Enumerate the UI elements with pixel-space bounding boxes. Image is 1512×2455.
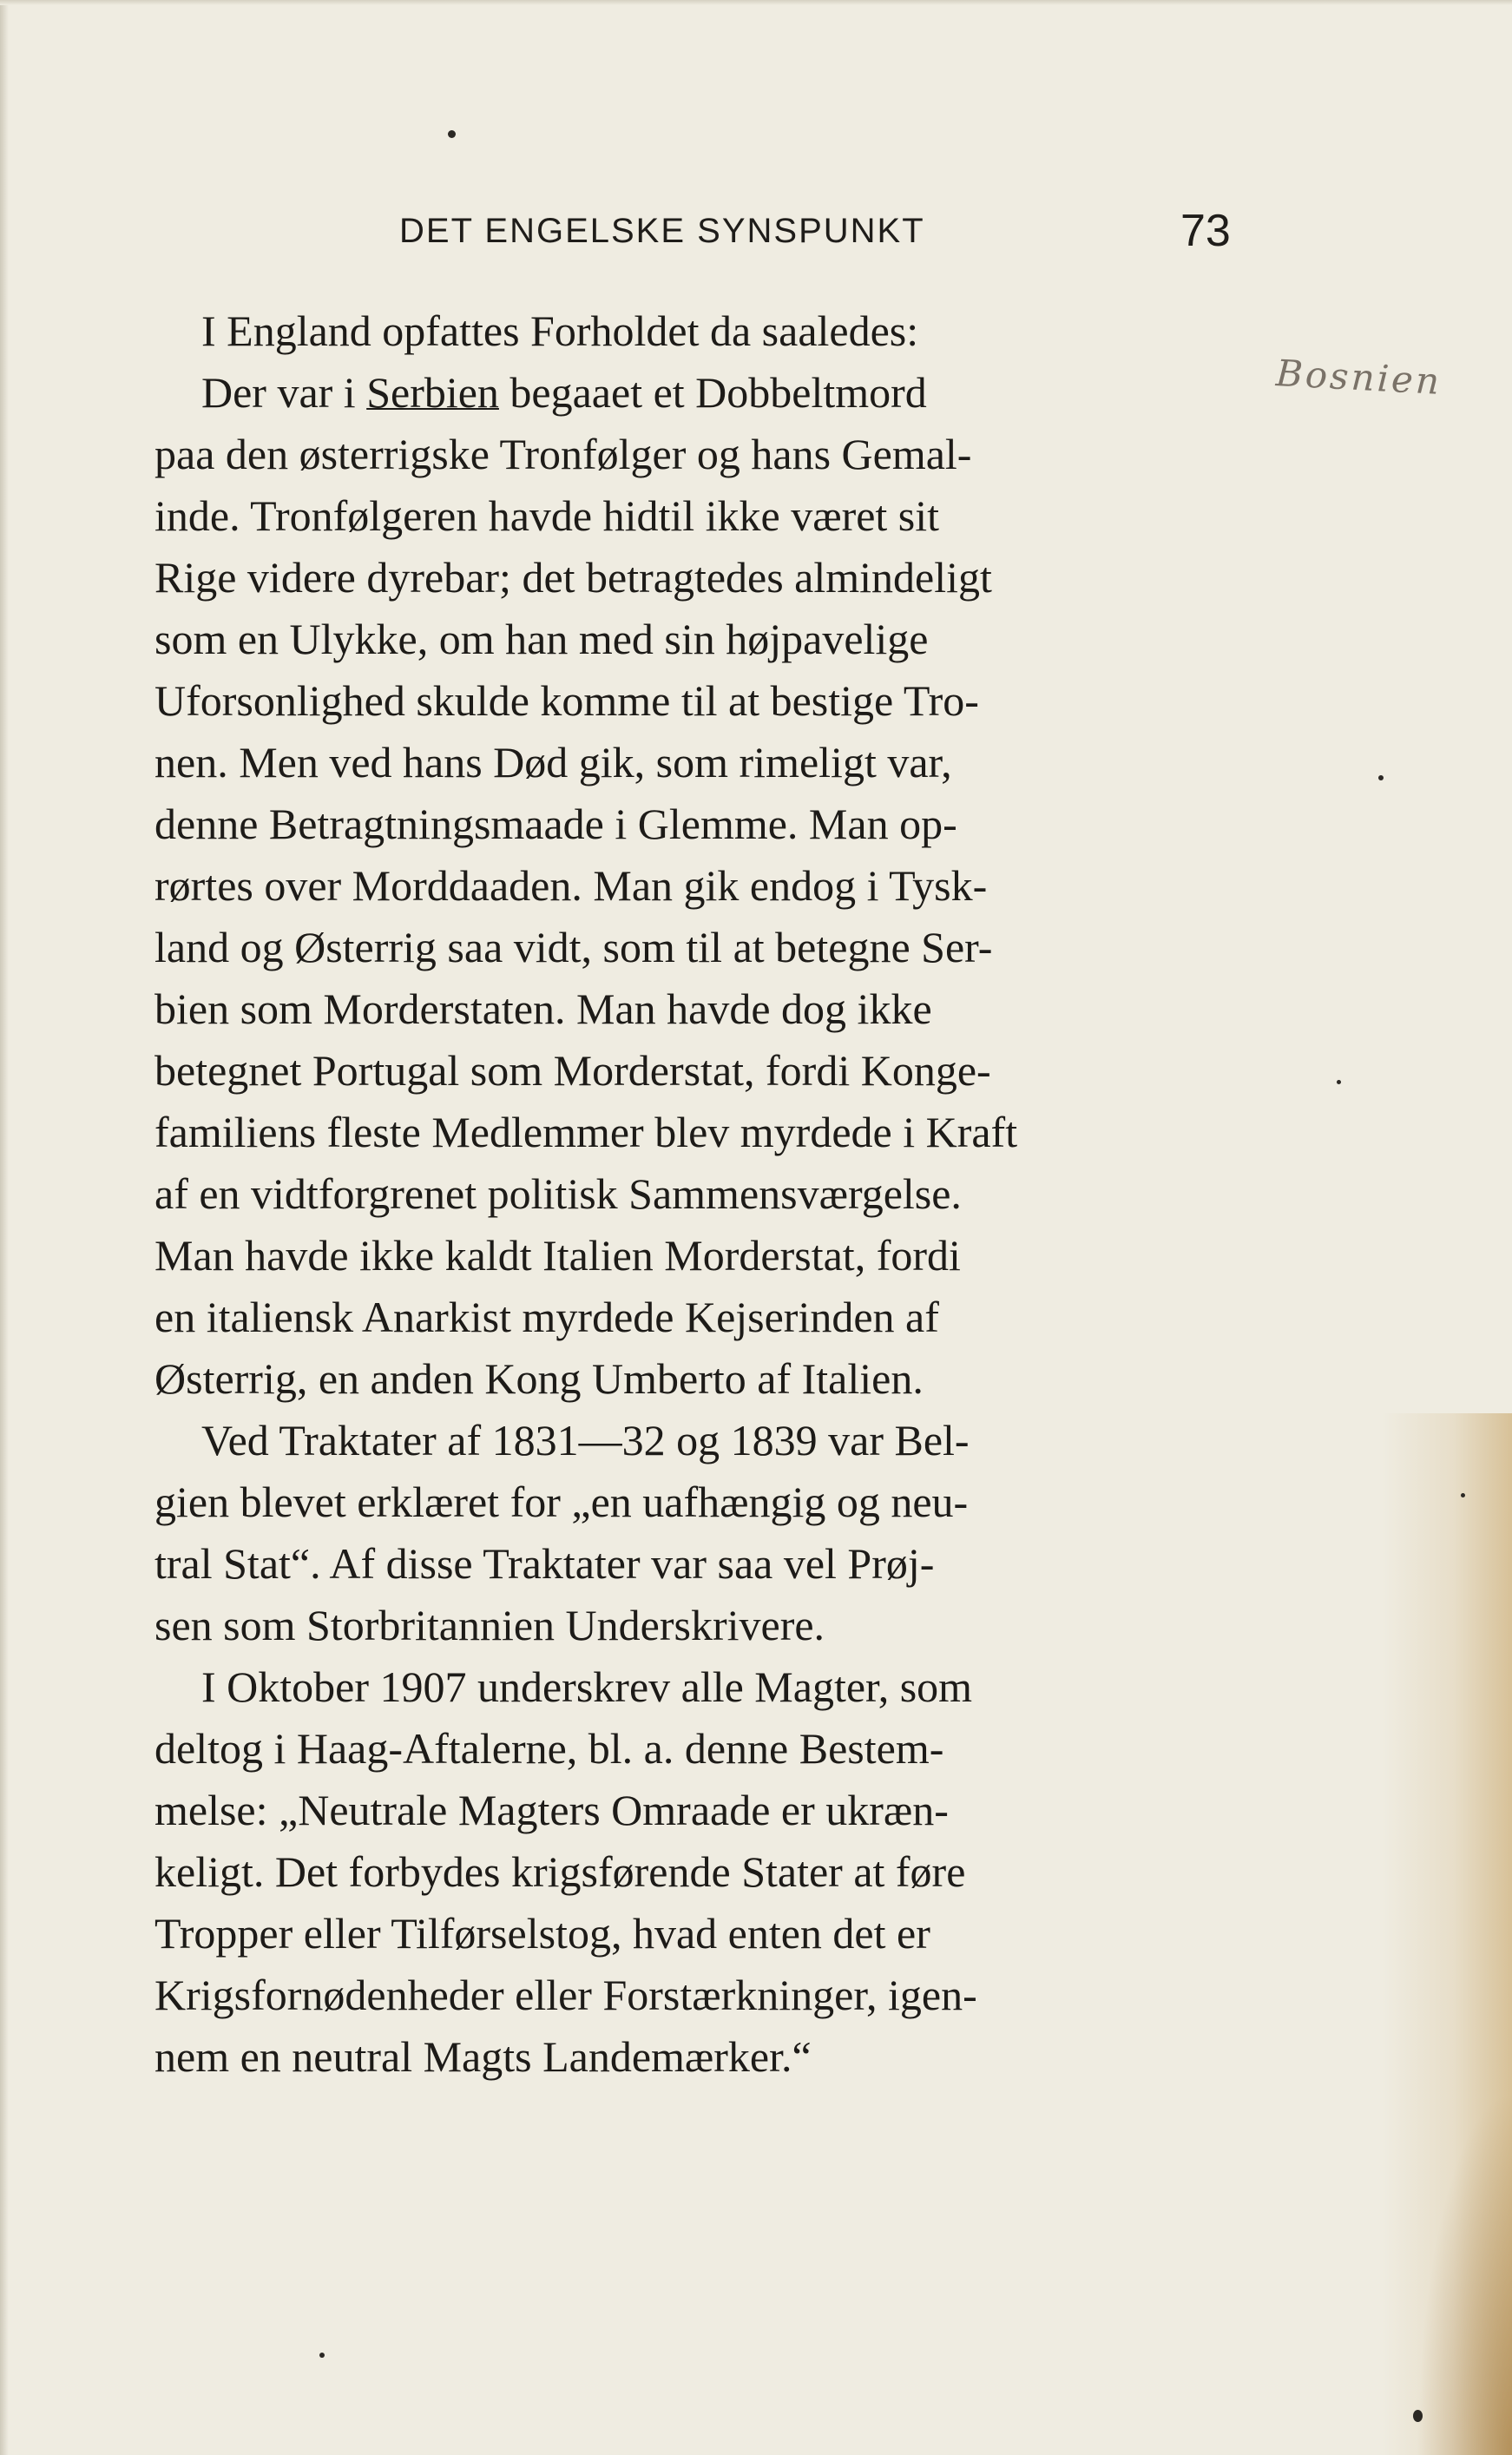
text-line: denne Betragtningsmaade i Glemme. Man op-: [154, 800, 957, 848]
running-header: [399, 205, 1233, 257]
text-line: deltog i Haag-Aftalerne, bl. a. denne Bestem-: [154, 1724, 944, 1773]
text-line: familiens fleste Medlemmer blev myrdede i Kraft: [154, 1108, 1018, 1156]
text-line: Uforsonlighed skulde komme til at bestige Tro-: [154, 676, 979, 725]
text-line: land og Østerrig saa vidt, som til at betegne Ser-: [154, 923, 993, 971]
text-line: inde. Tronfølgeren havde hidtil ikke været sit: [154, 491, 940, 540]
handwritten-margin-note: Bosnien: [1274, 352, 1443, 403]
text-line: tral Stat“. Af disse Traktater var saa vel Prøj-: [154, 1539, 935, 1588]
text-line: bien som Morderstaten. Man havde dog ikke: [154, 984, 932, 1033]
text-line: Krigsfornødenheder eller Forstærkninger, igen-: [154, 1971, 977, 2019]
text-line: Ved Traktater af 1831—32 og 1839 var Bel-: [201, 1416, 970, 1464]
page-number: 73: [1180, 206, 1231, 256]
ink-speck: [1461, 1493, 1465, 1497]
text-line: melse: „Neutrale Magters Omraade er ukræn-: [154, 1786, 949, 1834]
running-title: DET ENGELSKE SYNSPUNKT: [399, 212, 925, 250]
text-line: sen som Storbritannien Underskrivere.: [154, 1601, 825, 1649]
page-top-edge: [0, 0, 1512, 5]
text-line: af en vidtforgrenet politisk Sammensværgelse.: [154, 1169, 962, 1218]
text-line: Der var i Serbien begaaet et Dobbeltmord: [201, 368, 927, 417]
page-left-edge: [0, 0, 9, 2455]
text-line: gien blevet erklæret for „en uafhængig og neu-: [154, 1478, 969, 1526]
text-line: betegnet Portugal som Morderstat, fordi Konge-: [154, 1046, 991, 1095]
paper-stain-corner: [1417, 2090, 1512, 2455]
ink-speck: [448, 130, 456, 138]
text-line: en italiensk Anarkist myrdede Kejserinden af: [154, 1293, 939, 1341]
ink-speck: [1378, 775, 1384, 780]
text-line: Østerrig, en anden Kong Umberto af Italien.: [154, 1354, 924, 1403]
paper-stain: [1382, 1413, 1512, 2455]
text-line: I England opfattes Forholdet da saaledes:: [201, 306, 919, 355]
text-line: paa den østerrigske Tronfølger og hans Gemal-: [154, 430, 972, 478]
text-line: som en Ulykke, om han med sin højpavelige: [154, 615, 929, 663]
text-line: Tropper eller Tilførselstog, hvad enten det er: [154, 1909, 930, 1958]
text-line: nen. Men ved hans Død gik, som rimeligt var,: [154, 738, 952, 787]
ink-speck: [1337, 1080, 1341, 1084]
ink-speck: [319, 2353, 325, 2358]
text-line: Man havde ikke kaldt Italien Morderstat, fordi: [154, 1231, 961, 1280]
underlined-word: Serbien: [366, 368, 499, 417]
text-line: rørtes over Morddaaden. Man gik endog i Tysk-: [154, 861, 988, 910]
text-line: I Oktober 1907 underskrev alle Magter, som: [201, 1662, 973, 1711]
text-line: Rige videre dyrebar; det betragtedes almindeligt: [154, 553, 992, 602]
ink-speck: [1413, 2410, 1423, 2422]
text-line: nem en neutral Magts Landemærker.“: [154, 2032, 812, 2081]
text-line: keligt. Det forbydes krigsførende Stater at føre: [154, 1847, 966, 1896]
body-text: [154, 300, 1248, 2088]
